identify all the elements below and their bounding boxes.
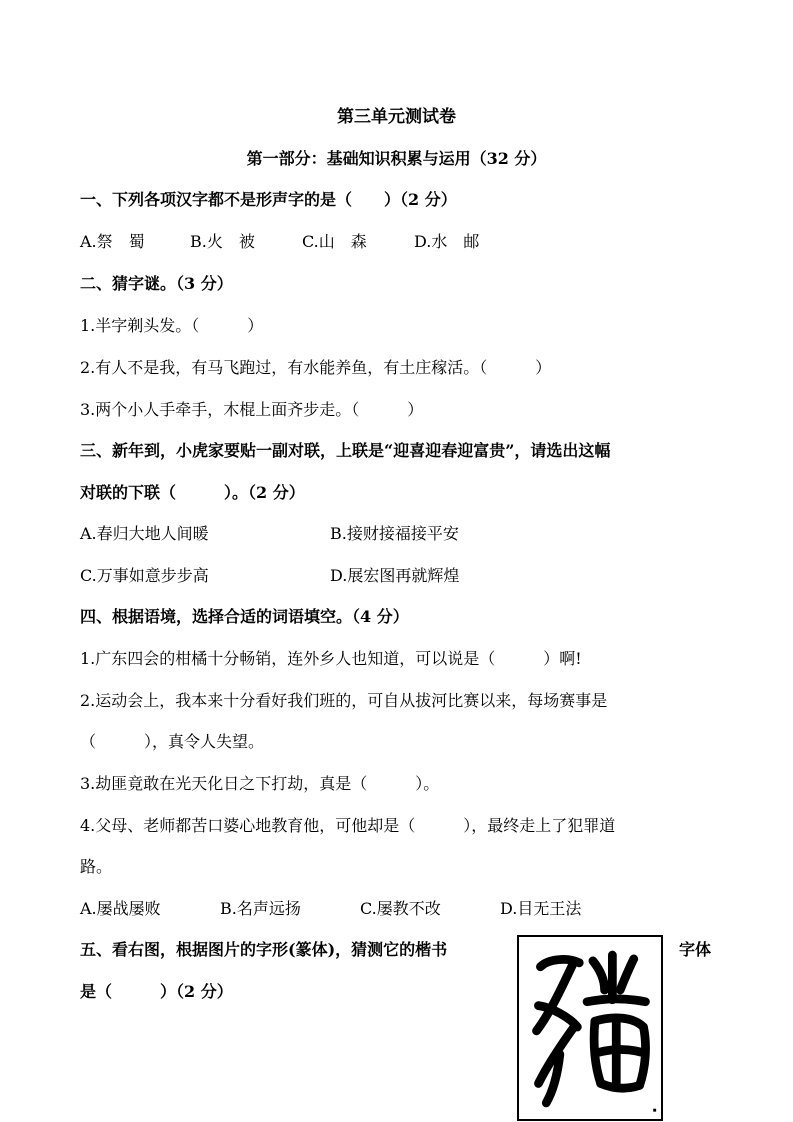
q4-option-a: A.屡战屡败: [80, 899, 161, 918]
q2-item-2: 2.有人不是我，有马飞跑过，有水能养鱼，有土庄稼活。（ ）: [80, 358, 552, 377]
q4-item-2-cont: （ ），真令人失望。: [80, 732, 265, 751]
q1-option-d: D.水 邮: [414, 232, 480, 251]
q4-option-b: B.名声远扬: [220, 899, 301, 918]
q2-item-3: 3.两个小人手牵手，木棍上面齐步走。（ ）: [80, 400, 424, 419]
q3-option-b: B.接财接福接平安: [330, 524, 459, 543]
q4-item-4: 4.父母、老师都苦口婆心地教育他，可他却是（ ），最终走上了犯罪道: [80, 816, 616, 835]
q3-option-d: D.展宏图再就辉煌: [330, 566, 460, 585]
q4-item-3: 3.劫匪竟敢在光天化日之下打劫，真是（ ）。: [80, 774, 440, 793]
question-4-heading: 四、根据语境，选择合适的词语填空。（4 分）: [80, 607, 409, 626]
part-heading: 第一部分：基础知识积累与运用（32 分）: [246, 149, 547, 168]
seal-character-image: [517, 935, 663, 1121]
q4-item-4-cont: 路。: [80, 857, 113, 876]
page-title: 第三单元测试卷: [337, 107, 456, 127]
question-5-heading-right: 字体: [679, 940, 712, 959]
question-5-heading-line2: 是（ ）（2 分）: [80, 982, 233, 1001]
question-2-heading: 二、猜字谜。（3 分）: [80, 274, 233, 293]
q4-item-2: 2.运动会上，我本来十分看好我们班的，可自从拔河比赛以来，每场赛事是: [80, 691, 608, 710]
q4-option-d: D.目无王法: [500, 899, 582, 918]
q1-option-a: A.祭 蜀: [80, 232, 145, 251]
q2-item-1: 1.半字剃头发。（ ）: [80, 316, 264, 335]
q3-option-c: C.万事如意步步高: [80, 566, 209, 585]
question-1-heading: 一、下列各项汉字都不是形声字的是（ ）（2 分）: [80, 190, 457, 209]
seal-script-glyph: [519, 937, 661, 1119]
question-3-heading-line2: 对联的下联（ ）。（2 分）: [80, 483, 305, 502]
q4-item-1: 1.广东四会的柑橘十分畅销，连外乡人也知道，可以说是（ ）啊!: [80, 649, 582, 668]
q3-option-a: A.春归大地人间暖: [80, 524, 209, 543]
q1-option-b: B.火 被: [190, 232, 255, 251]
question-5-heading-left: 五、看右图，根据图片的字形(篆体)，猜测它的楷书: [80, 940, 448, 959]
q1-option-c: C.山 森: [302, 232, 367, 251]
q4-option-c: C.屡教不改: [360, 899, 441, 918]
question-3-heading-line1: 三、新年到，小虎家要贴一副对联，上联是“迎喜迎春迎富贵”，请选出这幅: [80, 441, 611, 460]
